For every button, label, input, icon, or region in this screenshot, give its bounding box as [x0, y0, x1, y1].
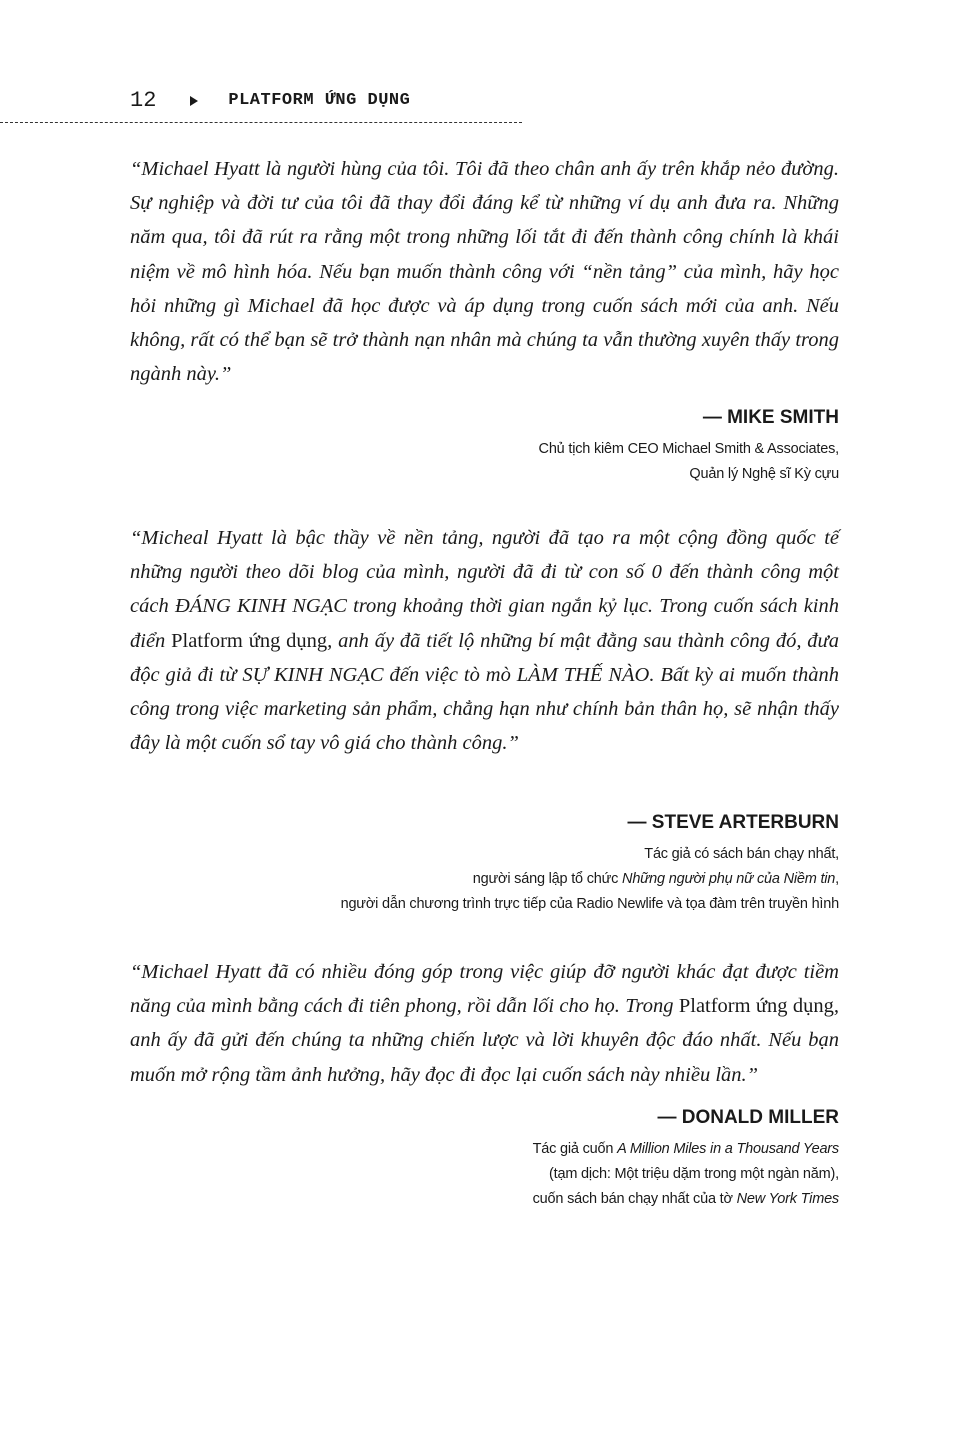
quote-text: , anh ấy đã gửi đến chúng ta những chiến lược và lời khuyên độc đáo nhất. Nếu bạn muốn mở rộng tầm ảnh hưởng, hãy đọc đi đọc lại cuốn sách này nhiều lần.” — [130, 995, 839, 1086]
author-credit — [533, 1137, 839, 1162]
organization-name: Những người phụ nữ của Niềm tin — [622, 871, 836, 887]
attribution-donald-miller — [533, 1105, 839, 1212]
book-title: PLATFORM ỨNG DỤNG — [228, 91, 411, 110]
author-name: — DONALD MILLER — [657, 1107, 839, 1128]
credit-text: người sáng lập tổ chức — [472, 871, 623, 887]
author-credit: người dẫn chương trình trực tiếp của Radio Newlife và tọa đàm trên truyền hình — [340, 896, 839, 912]
running-header — [130, 88, 410, 113]
attribution-steve-arterburn — [341, 810, 839, 917]
publication-name: New York Times — [736, 1191, 839, 1207]
author-credit: Tác giả có sách bán chạy nhất, — [644, 846, 839, 862]
author-credit — [533, 1187, 839, 1212]
book-title-reference: Platform ứng dụng — [171, 629, 328, 652]
author-credit: Quản lý Nghệ sĩ Kỳ cựu — [689, 466, 839, 482]
quote-steve-arterburn — [130, 521, 839, 760]
quote-text: “Michael Hyatt đã có nhiều đóng góp trong việc giúp đỡ người khác đạt được tiềm năng của mình bằng cách đi tiên phong, rồi dẫn lối cho họ. Trong — [130, 961, 839, 1018]
author-credit: (tạm dịch: Một triệu dặm trong một ngàn năm), — [549, 1166, 839, 1182]
book-title-reference: Platform ứng dụng — [678, 995, 834, 1018]
quote-mike-smith: “Michael Hyatt là người hùng của tôi. Tôi đã theo chân anh ấy trên khắp nẻo đường. Sự nghiệp và đời tư của tôi đã thay đổi đáng kể từ những ví dụ anh đưa ra. Những năm qua, tôi đã rút ra rằng một trong những lối tắt đi đến thành công chính là khái niệm về mô hình hóa. Nếu bạn muốn thành công với “nền tảng” của mình, hãy học hỏi những gì Michael đã học được và áp dụng trong cuốn sách mới của anh. Nếu không, rất có thể bạn sẽ trở thành nạn nhân mà chúng ta vẫn thường xuyên thấy trong ngành này.” — [130, 158, 839, 386]
credit-text: Tác giả cuốn — [532, 1141, 618, 1157]
author-credit — [341, 867, 839, 892]
quote-text: , anh ấy đã tiết lộ những bí mật đằng sau thành công đó, đưa độc giả đi từ SỰ KINH NGẠC đến việc tò mò LÀM THẾ NÀO. Bất kỳ ai muốn thành công trong việc marketing sản phẩm, chẳng hạn như chính bản thân họ, sẽ nhận thấy đây là một cuốn sổ tay vô giá cho thành công.” — [130, 629, 839, 755]
page-number: 12 — [130, 88, 157, 113]
triangle-arrow-icon — [190, 96, 198, 106]
credit-text: cuốn sách bán chạy nhất của tờ — [532, 1191, 737, 1207]
quote-text: “Micheal Hyatt là bậc thầy về nền tảng, người đã tạo ra một cộng đồng quốc tế những người theo dõi blog của mình, người đã đi từ con số 0 đến thành công một cách ĐÁNG KINH NGẠC trong khoảng thời gian ngắn kỷ lục. Trong cuốn sách kinh điển — [130, 527, 839, 652]
attribution-mike-smith — [539, 405, 839, 487]
author-credit: Chủ tịch kiêm CEO Michael Smith & Associates, — [538, 441, 839, 457]
book-name: A Million Miles in a Thousand Years — [617, 1141, 839, 1157]
author-name: — MIKE SMITH — [702, 407, 839, 428]
quote-donald-miller — [130, 955, 839, 1092]
author-name: — STEVE ARTERBURN — [627, 812, 839, 833]
dashed-divider — [0, 122, 522, 123]
credit-text: , — [835, 871, 839, 887]
